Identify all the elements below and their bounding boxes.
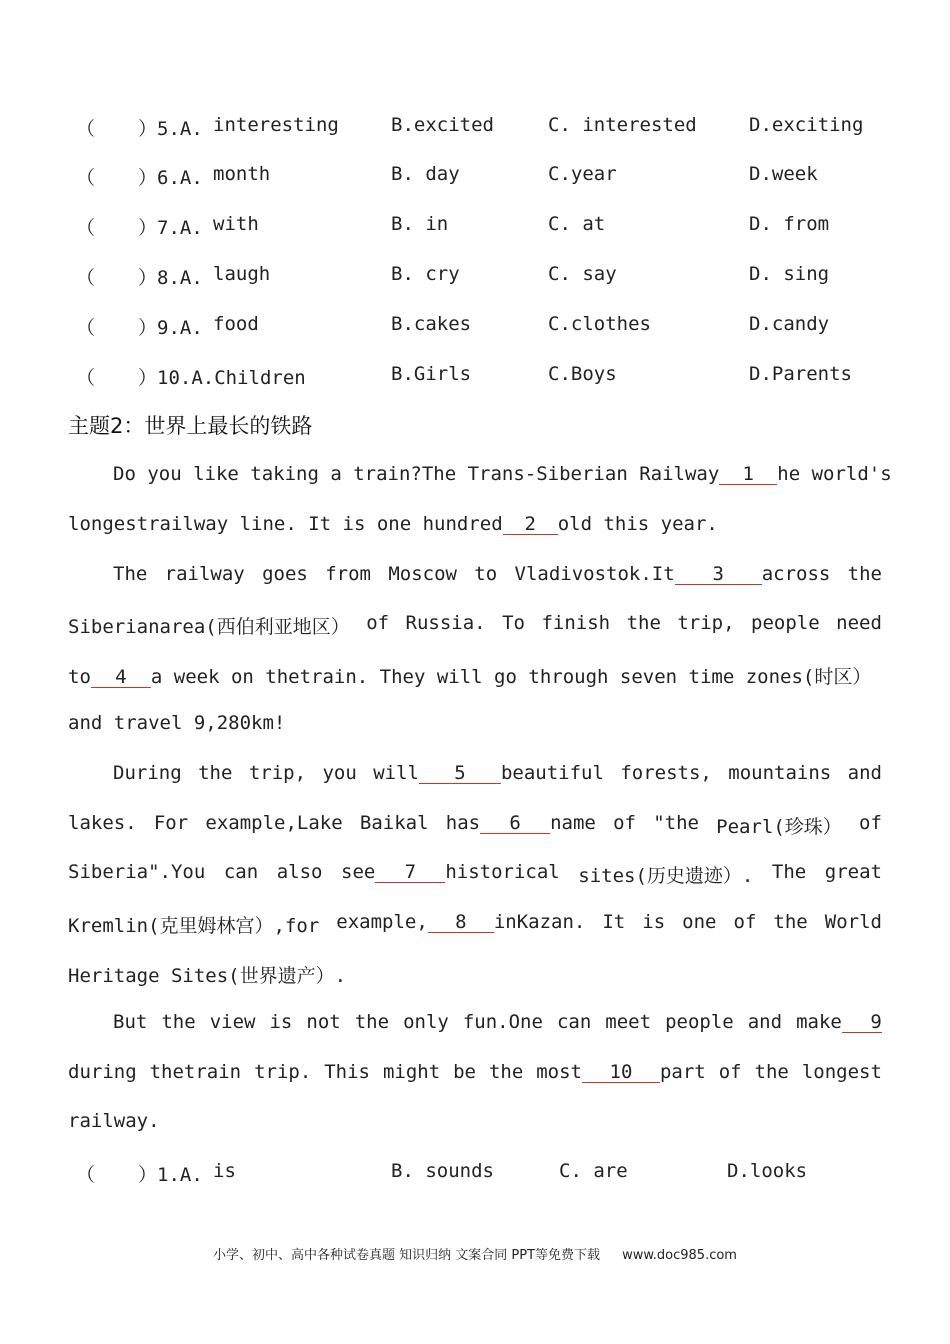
word: finish — [541, 612, 611, 634]
word: meet — [605, 1011, 652, 1033]
word: fun.One — [462, 1011, 543, 1033]
word: trip, — [248, 762, 307, 784]
word: can — [223, 861, 259, 883]
word: part — [659, 1061, 706, 1083]
word: and — [747, 1011, 783, 1033]
answer-paren[interactable]: （ — [76, 267, 96, 289]
passage-text: he world's — [777, 463, 892, 485]
blank-8[interactable]: 8 — [428, 912, 494, 933]
word: only — [403, 1011, 449, 1033]
word: For — [153, 812, 189, 834]
word: to — [474, 563, 498, 585]
word: goes — [262, 563, 308, 585]
option-b: B.Girls — [391, 363, 472, 385]
word: during — [68, 1061, 137, 1083]
word: Pearl(珍珠） — [716, 816, 842, 838]
option-a: laugh — [213, 263, 271, 285]
word: It — [602, 911, 626, 933]
word: Baikal — [359, 812, 429, 834]
answer-paren[interactable]: （ — [76, 367, 96, 389]
word: thetrain — [149, 1061, 242, 1083]
word: is — [642, 911, 666, 933]
word: view — [209, 1011, 256, 1033]
word: of — [718, 1061, 742, 1083]
blank-4[interactable]: 4 — [91, 667, 151, 688]
passage-line-14: railway. — [68, 1110, 160, 1132]
option-b: B.excited — [391, 114, 494, 136]
word: see — [341, 861, 376, 883]
option-c: C. say — [548, 263, 617, 285]
blank-3[interactable]: 3 — [675, 564, 762, 585]
blank-7[interactable]: 7 — [375, 862, 445, 883]
option-c: C. at — [548, 213, 606, 235]
answer-paren[interactable]: （ — [76, 317, 96, 339]
word: railway — [164, 563, 245, 585]
passage-line-7 — [113, 762, 882, 784]
word: lakes. — [68, 812, 137, 834]
word: Russia. — [405, 612, 486, 634]
word: The — [113, 563, 148, 585]
option-d: D.week — [749, 163, 818, 185]
option-c: C. interested — [548, 114, 697, 136]
blank-6[interactable]: 6 — [480, 813, 550, 834]
word: will — [373, 762, 419, 784]
word: the — [626, 612, 661, 634]
passage-line-9 — [68, 861, 882, 888]
word: the — [198, 762, 233, 784]
section-title: 主题2：世界上最长的铁路 — [68, 414, 313, 438]
option-a: is — [213, 1160, 236, 1182]
option-b: B.cakes — [391, 313, 472, 335]
passage-text: old this year. — [557, 513, 718, 535]
word: from — [325, 563, 371, 585]
word: During — [113, 762, 182, 784]
word: of — [859, 812, 882, 834]
word: not — [306, 1011, 341, 1033]
word: trip, — [677, 612, 735, 634]
option-c: C. are — [559, 1160, 628, 1182]
word: the — [488, 1061, 524, 1083]
blank-1[interactable]: 1 — [719, 464, 777, 485]
passage-line-2 — [68, 513, 718, 535]
word: This — [324, 1061, 370, 1083]
word: people — [665, 1011, 734, 1033]
word: World — [824, 911, 882, 933]
word: historical — [445, 861, 560, 883]
passage-line-12 — [113, 1011, 882, 1033]
word: trip. — [254, 1061, 312, 1083]
passage-text: Do you like taking a train?The Trans-Siberian Railway — [113, 463, 720, 485]
question-number: ）7.A. — [138, 217, 203, 239]
word: need — [836, 612, 882, 634]
word: the — [161, 1011, 196, 1033]
word: example,Lake — [205, 812, 343, 834]
page-footer — [0, 1244, 950, 1263]
word: To — [502, 612, 525, 634]
word: has — [445, 812, 481, 834]
blank-9[interactable]: 9 — [842, 1012, 882, 1033]
answer-paren[interactable]: （ — [76, 217, 96, 239]
passage-line-1 — [113, 463, 892, 485]
footer-url[interactable]: www.doc985.com — [622, 1248, 737, 1263]
passage-text: a week on thetrain. They will go through seven time zones(时区） — [150, 666, 872, 688]
word: beautiful — [500, 762, 604, 784]
footer-text: 小学、初中、高中各种试卷真题 知识归纳 文案合同 PPT等免费下载 — [213, 1248, 601, 1263]
option-d: D.looks — [727, 1160, 808, 1182]
word: of — [613, 812, 636, 834]
question-number: ）6.A. — [138, 167, 203, 189]
word: make — [796, 1011, 842, 1033]
word: can — [556, 1011, 592, 1033]
passage-line-3 — [113, 563, 882, 585]
passage-line-6: and travel 9,280km! — [68, 712, 286, 734]
word: the — [847, 563, 882, 585]
question-number: ）1.A. — [138, 1164, 203, 1186]
question-number: ）5.A. — [138, 118, 203, 140]
passage-line-10 — [68, 911, 882, 938]
word: of — [366, 612, 390, 634]
blank-10[interactable]: 10 — [582, 1062, 660, 1083]
option-b: B. in — [391, 213, 449, 235]
word: Kremlin(克里姆林宫）,for — [68, 915, 320, 937]
option-a: with — [213, 213, 259, 235]
word: Siberia".You — [68, 861, 206, 883]
question-number: ）10.A.Children — [138, 367, 306, 389]
word: Vladivostok.It — [514, 563, 675, 585]
word: one — [682, 911, 717, 933]
word: be — [453, 1061, 476, 1083]
answer-paren[interactable]: （ — [76, 167, 96, 189]
word: the — [754, 1061, 789, 1083]
option-d: D.candy — [749, 313, 830, 335]
word: The — [771, 861, 807, 883]
word: inKazan. — [493, 911, 586, 933]
word: you — [322, 762, 357, 784]
word: Siberianarea(西伯利亚地区） — [68, 616, 350, 638]
option-d: D. from — [749, 213, 830, 235]
word: "the — [653, 812, 699, 834]
option-d: D. sing — [749, 263, 830, 285]
word: might — [382, 1061, 441, 1083]
answer-paren[interactable]: （ — [76, 118, 96, 140]
word: But — [113, 1011, 148, 1033]
answer-paren[interactable]: （ — [76, 1164, 96, 1186]
option-d: D.exciting — [749, 114, 864, 136]
word: mountains — [728, 762, 832, 784]
option-b: B. day — [391, 163, 460, 185]
option-b: B. sounds — [391, 1160, 494, 1182]
word: people — [751, 612, 820, 634]
option-c: C.year — [548, 163, 617, 185]
word: great — [824, 861, 882, 883]
word: of — [733, 911, 757, 933]
word: name — [550, 812, 596, 834]
passage-line-11: Heritage Sites(世界遗产）. — [68, 965, 347, 987]
option-c: C.Boys — [548, 363, 617, 385]
passage-line-8 — [68, 812, 882, 839]
option-a: month — [213, 163, 271, 185]
word: the — [773, 911, 808, 933]
word: sites(历史遗迹）. — [578, 865, 754, 887]
passage-line-5 — [68, 662, 871, 689]
word: longest — [801, 1061, 882, 1083]
option-a: interesting — [213, 114, 339, 136]
word: is — [269, 1011, 293, 1033]
option-c: C.clothes — [548, 313, 651, 335]
blank-2[interactable]: 2 — [503, 514, 558, 535]
blank-5[interactable]: 5 — [419, 763, 501, 784]
passage-line-13 — [68, 1061, 882, 1083]
option-a: food — [213, 313, 259, 335]
word: most — [536, 1061, 582, 1083]
word: the — [354, 1011, 390, 1033]
word: example, — [336, 911, 428, 933]
word: also — [276, 861, 323, 883]
option-d: D.Parents — [749, 363, 852, 385]
question-number: ）9.A. — [138, 317, 203, 339]
word: across — [761, 563, 831, 585]
option-b: B. cry — [391, 263, 460, 285]
passage-text: to — [68, 666, 91, 688]
question-number: ）8.A. — [138, 267, 203, 289]
word: forests, — [620, 762, 712, 784]
passage-line-4 — [68, 612, 882, 639]
passage-text: longestrailway line. It is one hundred — [68, 513, 503, 535]
word: and — [847, 762, 882, 784]
word: Moscow — [388, 563, 457, 585]
